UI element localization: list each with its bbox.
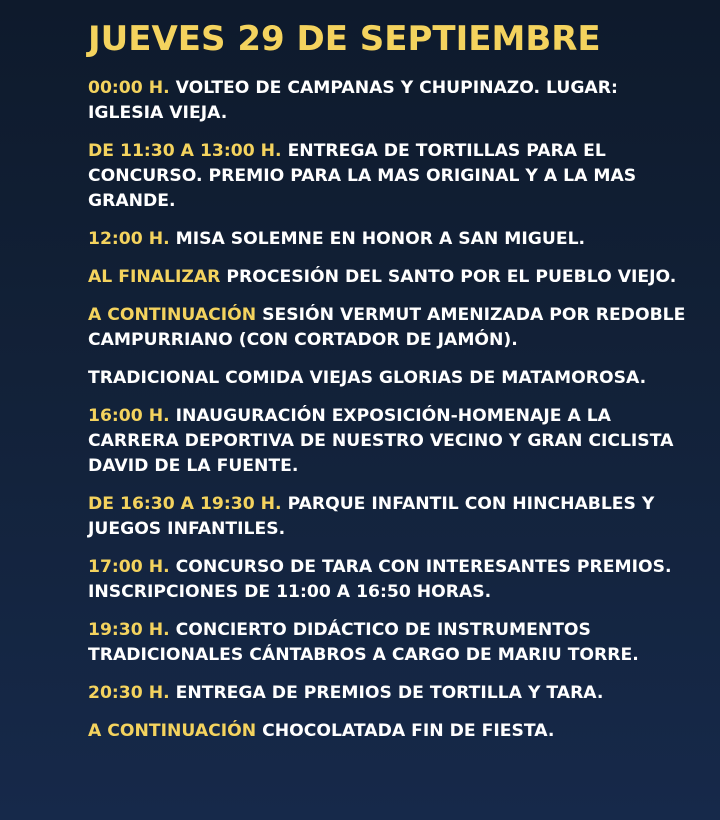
event-time: 20:30 H. — [88, 683, 170, 703]
event-item — [88, 618, 690, 668]
event-description: TRADICIONAL COMIDA VIEJAS GLORIAS DE MATAMOROSA. — [88, 368, 647, 388]
event-description: INAUGURACIÓN EXPOSICIÓN-HOMENAJE A LA CARRERA DEPORTIVA DE NUESTRO VECINO Y GRAN CICLISTA DAVID DE LA FUENTE. — [88, 406, 674, 476]
event-time: 16:00 H. — [88, 406, 170, 426]
event-description: ENTREGA DE TORTILLAS PARA EL CONCURSO. PREMIO PARA LA MAS ORIGINAL Y A LA MAS GRANDE. — [88, 141, 637, 211]
event-description: VOLTEO DE CAMPANAS Y CHUPINAZO. LUGAR: IGLESIA VIEJA. — [88, 78, 618, 123]
event-item — [88, 139, 690, 214]
event-item — [88, 719, 690, 744]
event-item — [88, 303, 690, 353]
event-item — [88, 492, 690, 542]
event-description: PROCESIÓN DEL SANTO POR EL PUEBLO VIEJO. — [226, 267, 677, 287]
event-time: AL FINALIZAR — [88, 267, 221, 287]
poster-title: JUEVES 29 DE SEPTIEMBRE — [88, 19, 601, 59]
event-description: SESIÓN VERMUT AMENIZADA POR REDOBLE CAMPURRIANO (CON CORTADOR DE JAMÓN). — [88, 305, 686, 350]
event-time: 12:00 H. — [88, 229, 170, 249]
event-description: CONCIERTO DIDÁCTICO DE INSTRUMENTOS TRADICIONALES CÁNTABROS A CARGO DE MARIU TORRE. — [88, 620, 639, 665]
event-item — [88, 76, 690, 126]
event-item — [88, 366, 690, 391]
event-description: PARQUE INFANTIL CON HINCHABLES Y JUEGOS INFANTILES. — [88, 494, 655, 539]
event-item — [88, 555, 690, 605]
event-item — [88, 265, 690, 290]
event-item — [88, 681, 690, 706]
event-item — [88, 227, 690, 252]
event-time: DE 16:30 A 19:30 H. — [88, 494, 282, 514]
event-description: CONCURSO DE TARA CON INTERESANTES PREMIOS. INSCRIPCIONES DE 11:00 A 16:50 HORAS. — [88, 557, 672, 602]
event-description: MISA SOLEMNE EN HONOR A SAN MIGUEL. — [175, 229, 586, 249]
event-time: A CONTINUACIÓN — [88, 721, 257, 741]
event-time: 17:00 H. — [88, 557, 170, 577]
event-description: ENTREGA DE PREMIOS DE TORTILLA Y TARA. — [175, 683, 604, 703]
event-time: 19:30 H. — [88, 620, 170, 640]
event-time: DE 11:30 A 13:00 H. — [88, 141, 282, 161]
event-description: CHOCOLATADA FIN DE FIESTA. — [262, 721, 555, 741]
event-item — [88, 404, 690, 479]
event-time: A CONTINUACIÓN — [88, 305, 257, 325]
event-time: 00:00 H. — [88, 78, 170, 98]
event-list — [88, 76, 690, 744]
